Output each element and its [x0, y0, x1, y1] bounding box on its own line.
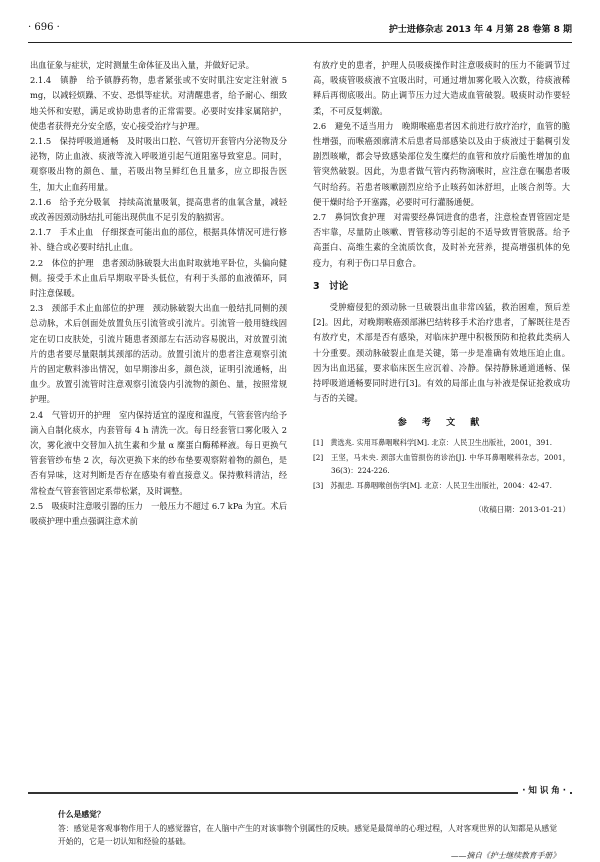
reference-item: [3] 苏振忠. 耳鼻咽喉创伤学[M]. 北京：人民卫生出版社，2004：42-47.: [313, 479, 570, 492]
discussion-heading: 3 讨论: [313, 279, 570, 294]
section-2-2: 2.2 体位的护理 患者颈动脉破裂大出血时取就地平卧位，头偏向健侧。接受手术止血后早期取平卧头低位，有利于头部的血液循环，同时注意保暖。: [30, 256, 287, 302]
reference-item: [1] 黄选兆. 实用耳鼻咽喉科学[M]. 北京：人民卫生出版社，2001，391.: [313, 436, 570, 449]
left-column: [30, 58, 287, 529]
section-2-1-4: 2.1.4 镇静 给予镇静药物，患者紧张或不安时肌注安定注射液 5 mg，以减轻烦躁、不安、恐惧等症状。对清醒患者，给予耐心、细致地关怀和安慰，满足或协助患者的正常需要。必要时安排家属陪护，使患者获得充分安全感，安心接受治疗与护理。: [30, 73, 287, 134]
section-2-3: 2.3 颈部手术止血部位的护理 颈动脉破裂大出血一般结扎同侧的颈总动脉，术后创面处放置负压引流管或引流片。引流管一般用缝线固定在切口皮肤处，引流片随患者颈部左右活动容易脱出，对放置引流片的患者要尽量限制其颈部的活动。放置引流片的患者注意观察引流片的固定敷料渗出情况，如早期渗出多，颜色淡，证明引流通畅，出血少。放置引流管时注意观察引流袋内引流物的颜色、量，按照常规护理。: [30, 301, 287, 407]
page-header: [28, 22, 572, 38]
knowledge-question: 什么是感觉？: [58, 808, 560, 822]
knowledge-answer: 答：感觉是客观事物作用于人的感觉器官，在人脑中产生的对该事物个别属性的反映。感觉是最简单的心理过程，人对客观世界的认知都是从感觉开始的，它是一切认知和经验的基础。: [58, 822, 560, 849]
section-2-6: 2.6 避免不适当用力 晚期喉癌患者因术前进行放疗治疗，血管的脆性增强，而喉癌颈廓清术后患者局部感染以及由于痰液过于黏稠引发剧烈咳嗽，都会导致感染部位发生糜烂的血管和放疗后脆性增加的血管突然破裂。因此，为患者做气管内药物滴喉时，应注意在嘱患者吸气时给药。若患者咳嗽剧烈应给予止咳药如沐舒坦，止咳合剂等。大便干燥时给予开塞露，必要时可行灌肠通便。: [313, 119, 570, 210]
knowledge-source: ——摘自《护士继续教育手册》: [58, 849, 560, 862]
right-column: [313, 58, 570, 517]
reference-item: [2] 王坚，马未央. 颈部大血管损伤的诊治[J]. 中华耳鼻咽喉科杂志，2001，36(3)：224-226.: [313, 451, 570, 477]
body-paragraph: 出血征象与症状，定时测量生命体征及出入量，并做好记录。: [30, 58, 287, 73]
journal-running-title: 护士进修杂志 2013 年 4 月第 28 卷第 8 期: [389, 22, 572, 35]
knowledge-box-rule: [28, 792, 572, 794]
received-date: （收稿日期：2013-01-21）: [313, 502, 570, 517]
page-number: · 696 ·: [28, 22, 60, 33]
section-2-4: 2.4 气管切开的护理 室内保持适宜的湿度和温度，气管套管内给予滴入自制化痰水，内套管每 4 h 清洗一次。每日经套管口雾化吸入 2 次，雾化液中交替加入抗生素和少量 α 糜蛋白酶稀释液。每日更换气管套管纱布垫 2 次，每次更换下来的纱布垫要观察附着物的颜色，是否有异味，这对判断是否存在感染有着直接意义。保持敷料清洁，经常检查气管套管固定系带松紧，及时调整。: [30, 408, 287, 499]
section-2-1-5: 2.1.5 保持呼吸道通畅 及时吸出口腔、气管切开套管内分泌物及分泌物，防止血液、痰液等流入呼吸道引起气道阻塞导致窒息。同时，观察吸出物的颜色、量，若吸出物呈鲜红色且量多，应立即报告医生，加大止血药用量。: [30, 134, 287, 195]
knowledge-corner-tag: · 知 识 角 ·: [518, 784, 570, 796]
header-rule: [28, 42, 572, 43]
references-title: 参 考 文 献: [313, 416, 570, 431]
section-2-1-7: 2.1.7 手术止血 仔细探查可能出血的部位，根据具体情况可进行修补、缝合或必要时结扎止血。: [30, 225, 287, 255]
section-2-5: 2.5 吸痰时注意吸引器的压力 一般压力不超过 6.7 kPa 为宜。术后吸痰护理中重点强调注意术前: [30, 499, 287, 529]
section-2-1-6: 2.1.6 给予充分吸氧 持续高流量吸氧，提高患者的血氧含量，减轻或改善因颈动脉结扎可能出现供血不足引发的脑损害。: [30, 195, 287, 225]
body-paragraph: 有放疗史的患者，护理人员吸痰操作时注意吸痰时的压力不能调节过高，吸痰管吸痰液不宜吸出时，可通过增加雾化吸入次数，待痰液稀释后再彻底吸出。防止调节压力过大造成血管破裂。吸痰时动作要轻柔，不可反复刺激。: [313, 58, 570, 119]
section-2-7: 2.7 鼻饲饮食护理 对需要经鼻饲进食的患者，注意检查胃管固定是否牢靠，尽量防止咳嗽、胃管移动等引起的不适导致胃管脱落。给予高蛋白、高维生素的全流质饮食，及时补充营养，提高增强机体的免疫力，有利于伤口早日愈合。: [313, 210, 570, 271]
discussion-paragraph: 受肿瘤侵犯的颈动脉一旦破裂出血非常凶猛，救治困难，预后差[2]。因此，对晚期喉癌颈部淋巴结转移手术治疗患者，了解既往是否有放疗史，术部是否有感染，对临床护理中积极预防和抢救此类病人十分重要。颈动脉破裂止血是关键，第一步是准确有效地压迫止血。因为出血迅猛，要求临床医生应沉着、冷静。保持静脉通道通畅、保持呼吸道通畅要同时进行[3]。有效的局部止血与补液是保证抢救成功与否的关键。: [313, 300, 570, 406]
knowledge-box: [58, 808, 560, 862]
